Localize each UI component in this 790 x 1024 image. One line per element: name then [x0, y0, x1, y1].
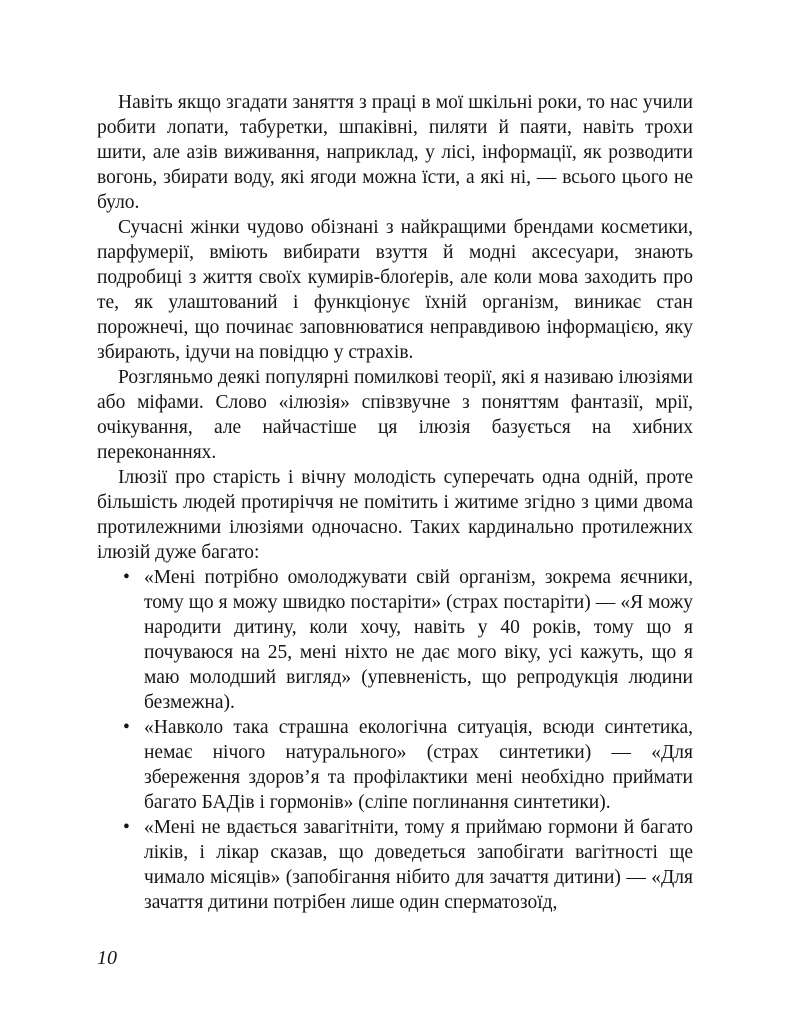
bullet-icon: •	[123, 717, 130, 738]
bullet-icon: •	[123, 567, 130, 588]
list-item-text: «Мені потрібно омолоджувати свій організм, зокрема яєчники, тому що я можу швидко постаріти» (страх постаріти) — «Я можу народити дитину, коли хочу, навіть у 40 років, тому що я почуваюся на 25, мені ніхто не дає мого віку, усі кажуть, що я маю молодший вигляд» (упевненість, що репродукція людини безмежна).	[144, 567, 693, 713]
paragraph-opposite-illusions: Ілюзії про старість і вічну молодість суперечать одна одній, проте більшість людей протиріччя не помітить і житиме згідно з цими двома протилежними ілюзіями одночасно. Таких кардинально протилежних ілюзій дуже багато:	[97, 467, 693, 563]
list-item-text: «Мені не вдається завагітніти, тому я приймаю гормони й багато ліків, і лікар сказав, що доведеться запобігати вагітності ще чимало місяців» (запобігання нібито для зачаття дитини) — «Для зачаття дитини потрібен лише один сперматозоїд,	[144, 817, 693, 913]
bullet-icon: •	[123, 817, 130, 838]
text-block	[97, 90, 693, 915]
page-number: 10	[97, 947, 117, 969]
list-item-pregnancy	[97, 815, 693, 915]
list-item-synthetics	[97, 715, 693, 815]
paragraph-illusions-myths: Розгляньмо деякі популярні помилкові теорії, які я називаю ілюзіями або міфами. Слово «ілюзія» співзвучне з поняттям фантазії, мрії, очікування, але найчастіше ця ілюзія базується на хибних переконаннях.	[97, 367, 693, 463]
list-item-rejuvenation	[97, 565, 693, 715]
paragraph-school-years: Навіть якщо згадати заняття з праці в мої шкільні роки, то нас учили робити лопати, табуретки, шпаківні, пиляти й паяти, навіть трохи шити, але азів виживання, наприклад, у лісі, інформації, як розводити вогонь, збирати воду, які ягоди можна їсти, а які ні, — всього цього не було.	[97, 92, 693, 213]
bullet-list	[97, 565, 693, 915]
paragraph-modern-women: Сучасні жінки чудово обізнані з найкращими брендами косметики, парфумерії, вміють вибирати взуття й модні аксесуари, знають подробиці з життя своїх кумирів-блоґерів, але коли мова заходить про те, як улаштований і функціонує їхній організм, виникає стан порожнечі, що починає заповнюватися неправдивою інформацією, яку збирають, ідучи на повідцю у страхів.	[97, 217, 693, 363]
list-item-text: «Навколо така страшна екологічна ситуація, всюди синтетика, немає нічого натурального» (страх синтетики) — «Для збереження здоров’я та профілактики мені необхідно приймати багато БАДів і гормонів» (сліпе поглинання синтетики).	[144, 717, 693, 813]
